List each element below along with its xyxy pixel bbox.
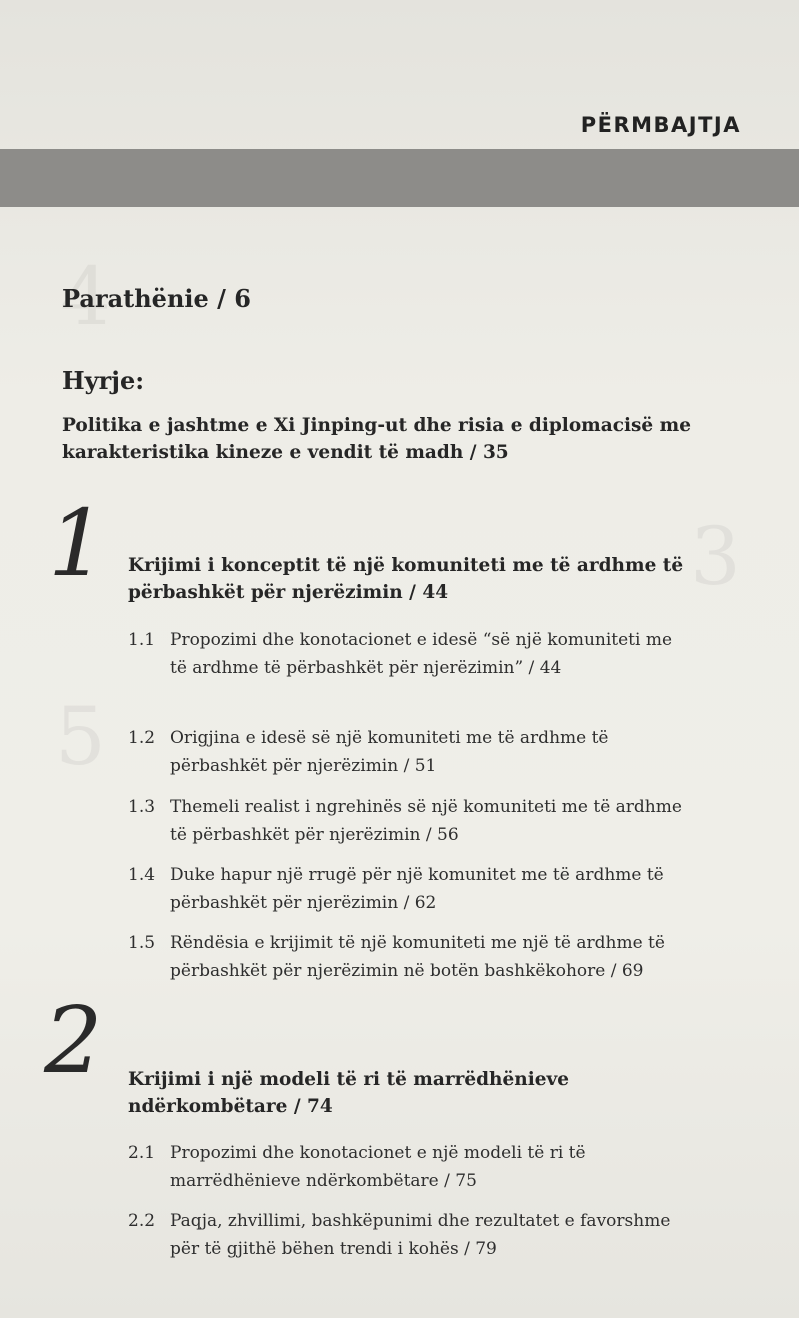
toc-section [128,725,688,780]
section-number: 2.2 [128,1211,156,1231]
toc-introduction-title: Politika e jashtme e Xi Jinping-ut dhe risia e diplomacisë me karakteristika kineze e vendit të madh / 35 [62,415,691,463]
section-number: 1.4 [128,865,156,885]
section-title: Themeli realist i ngrehinës së një komuniteti me të ardhme të përbashkët për njerëzimin / 56 [170,797,682,845]
toc-section [128,627,688,682]
toc-preface: Parathënie / 6 [62,284,251,313]
section-title: Paqja, zhvillimi, bashkëpunimi dhe rezultatet e favorshme për të gjithë bëhen trendi i kohës / 79 [170,1211,671,1259]
chapter-number: 2 [44,987,103,1094]
section-title: Propozimi dhe konotacionet e idesë “së një komuniteti me të ardhme të përbashkët për njerëzimin” / 44 [170,630,673,678]
toc-section [128,1140,688,1195]
show-through-ghost: 4 [60,250,111,343]
section-number: 1.1 [128,630,156,650]
show-through-ghost: 5 [55,690,106,783]
toc-section [128,930,688,985]
section-number: 1.5 [128,933,156,953]
header-band [0,149,799,207]
chapter-title: Krijimi i një modeli të ri të marrëdhënieve ndërkombëtare / 74 [128,1069,570,1117]
show-through-ghost: 3 [690,510,741,603]
section-number: 1.3 [128,797,156,817]
section-title: Duke hapur një rrugë për një komunitet me të ardhme të përbashkët për njerëzimin / 62 [170,865,664,913]
toc-section [128,794,688,849]
toc-introduction-heading: Hyrje: [62,366,145,395]
section-number: 2.1 [128,1143,156,1163]
section-title: Rëndësia e krijimit të një komuniteti me një të ardhme të përbashkët për njerëzimin në botën bashkëkohore / 69 [170,933,665,981]
page-title: PËRMBAJTJA [580,113,741,137]
toc-section [128,862,688,917]
chapter-title: Krijimi i konceptit të një komuniteti me të ardhme të përbashkët për njerëzimin / 44 [128,555,684,603]
chapter-number: 1 [48,490,107,597]
section-title: Origjina e idesë së një komuniteti me të ardhme të përbashkët për njerëzimin / 51 [170,728,609,776]
toc-section [128,1208,688,1263]
section-number: 1.2 [128,728,156,748]
section-title: Propozimi dhe konotacionet e një modeli të ri të marrëdhënieve ndërkombëtare / 75 [170,1143,586,1191]
